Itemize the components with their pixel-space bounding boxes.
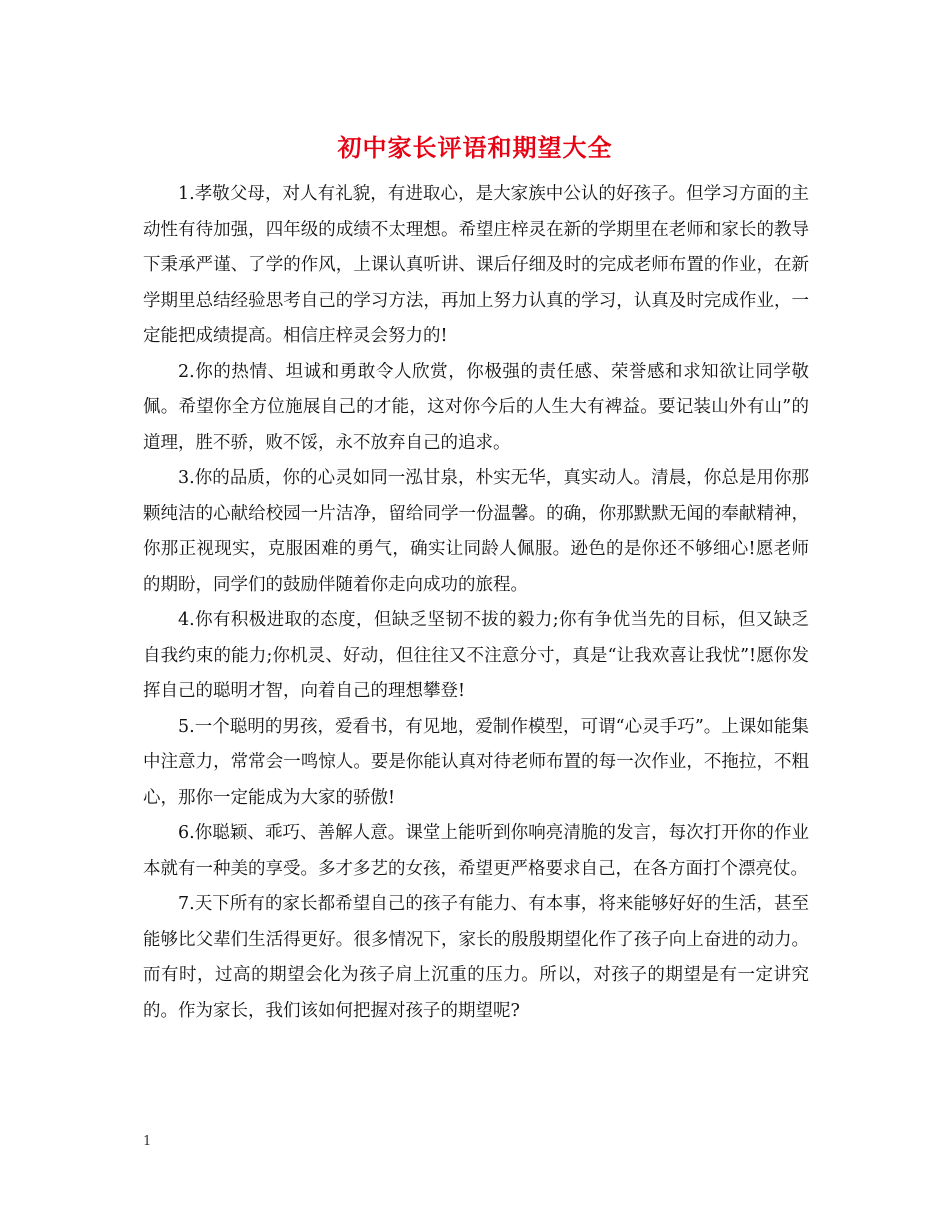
paragraph-6: 6.你聪颖、乖巧、善解人意。课堂上能听到你响亮清脆的发言，每次打开你的作业本就有一种美的享受。多才多艺的女孩，希望更严格要求自己，在各方面打个漂亮仗。 <box>143 823 809 879</box>
page-number: 1 <box>143 1134 152 1149</box>
paragraph-3: 3.你的品质，你的心灵如同一泓甘泉，朴实无华，真实动人。清晨，你总是用你那颗纯洁的心献给校园一片洁净，留给同学一份温馨。的确，你那默默无闻的奉献精神，你那正视现实，克服困难的勇气，确实让同龄人佩服。逊色的是你还不够细心!愿老师的期盼，同学们的鼓励伴随着你走向成功的旅程。 <box>143 468 809 595</box>
paragraph-2: 2.你的热情、坦诚和勇敢令人欣赏，你极强的责任感、荣誉感和求知欲让同学敬佩。希望你全方位施展自己的才能，这对你今后的人生大有裨益。要记装山外有山”的道理，胜不骄，败不馁，永不放弃自己的追求。 <box>143 361 809 453</box>
paragraph-1: 1.孝敬父母，对人有礼貌，有进取心，是大家族中公认的好孩子。但学习方面的主动性有待加强，四年级的成绩不太理想。希望庄梓灵在新的学期里在老师和家长的教导下秉承严谨、了学的作风，上课认真听讲、课后仔细及时的完成老师布置的作业，在新学期里总结经验思考自己的学习方法，再加上努力认真的学习，认真及时完成作业，一定能把成绩提高。相信庄梓灵会努力的! <box>143 184 809 346</box>
paragraph-7: 7.天下所有的家长都希望自己的孩子有能力、有本事，将来能够好好的生活，甚至能够比父辈们生活得更好。很多情况下，家长的殷殷期望化作了孩子向上奋进的动力。而有时，过高的期望会化为孩子肩上沉重的压力。所以，对孩子的期望是有一定讲究的。作为家长，我们该如何把握对孩子的期望呢? <box>143 894 809 1021</box>
document-title: 初中家长评语和期望大全 <box>337 133 613 162</box>
paragraph-5: 5.一个聪明的男孩，爱看书，有见地，爱制作模型，可谓“心灵手巧”。上课如能集中注意力，常常会一鸣惊人。要是你能认真对待老师布置的每一次作业，不拖拉，不粗心，那你一定能成为大家的骄傲! <box>143 716 809 808</box>
document-body <box>143 177 809 1029</box>
paragraph-4: 4.你有积极进取的态度，但缺乏坚韧不拔的毅力;你有争优当先的目标，但又缺乏自我约束的能力;你机灵、好动，但往往又不注意分寸，真是“让我欢喜让我忧”!愿你发挥自己的聪明才智，向着自己的理想攀登! <box>143 610 809 701</box>
